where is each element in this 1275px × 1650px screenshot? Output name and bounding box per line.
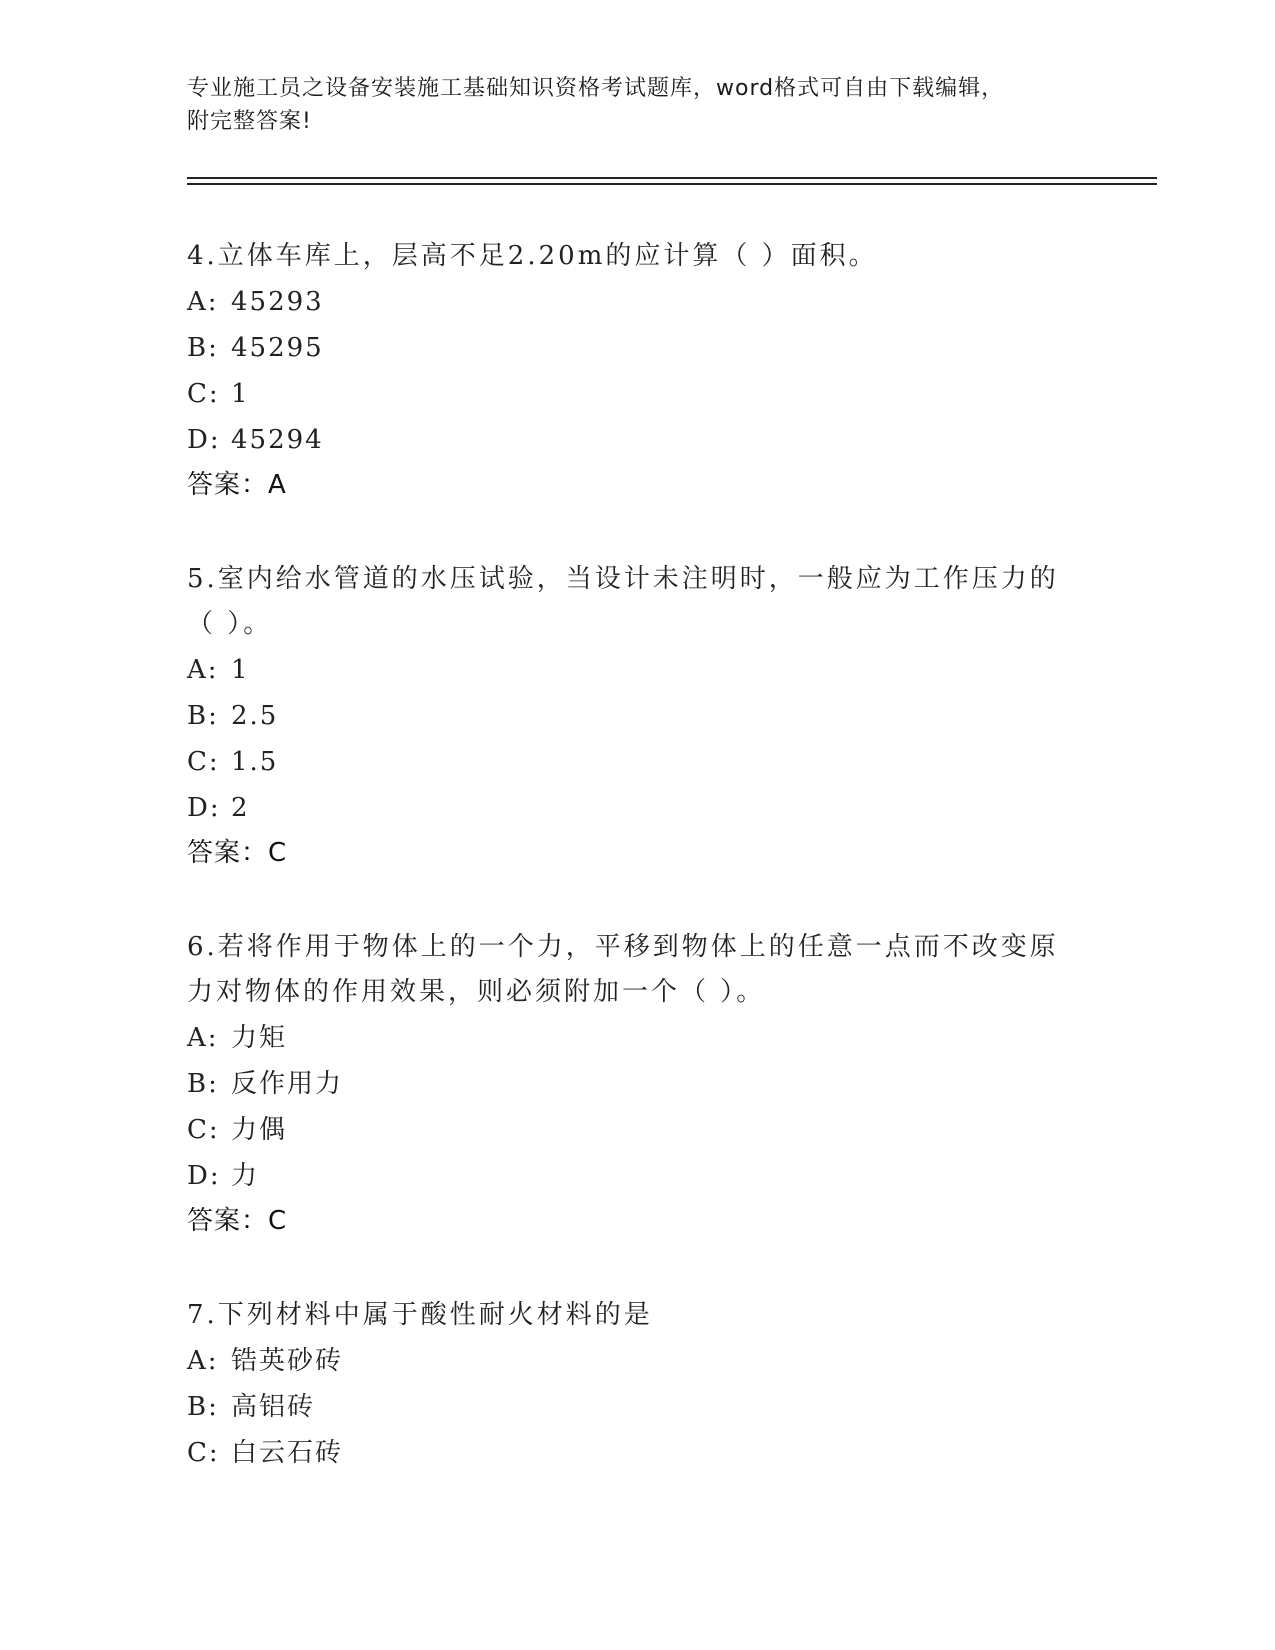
- option-text: 高铝砖: [231, 1392, 316, 1422]
- header-rule-top: [187, 177, 1157, 179]
- option-letter: B:: [187, 1392, 219, 1422]
- option-d: [187, 785, 1067, 831]
- document-header: [187, 72, 1067, 138]
- option-a: [187, 1338, 1067, 1384]
- question-6: [187, 925, 1067, 1243]
- option-text: 45294: [231, 425, 324, 455]
- option-c: [187, 1430, 1067, 1476]
- option-b: [187, 1061, 1067, 1107]
- option-b: [187, 325, 1067, 371]
- option-letter: C:: [187, 747, 220, 777]
- option-c: [187, 1107, 1067, 1153]
- option-text: 反作用力: [231, 1069, 344, 1099]
- option-letter: A:: [187, 655, 219, 685]
- option-letter: B:: [187, 1069, 219, 1099]
- option-b: [187, 1384, 1067, 1430]
- option-a: [187, 279, 1067, 325]
- option-letter: D:: [187, 793, 221, 823]
- option-letter: A:: [187, 1023, 219, 1053]
- option-text: 力: [231, 1161, 260, 1191]
- option-text: 2.5: [231, 701, 279, 731]
- question-7: [187, 1293, 1067, 1476]
- header-line-2: 附完整答案!: [187, 109, 312, 134]
- option-letter: C:: [187, 1115, 220, 1145]
- option-c: [187, 739, 1067, 785]
- option-text: 45295: [231, 333, 324, 363]
- question-5: [187, 557, 1067, 875]
- header-rule-bottom: [187, 183, 1157, 185]
- option-text: 45293: [231, 287, 324, 317]
- question-text: 6.若将作用于物体上的一个力，平移到物体上的任意一点而不改变原力对物体的作用效果，则必须附加一个（ ）。: [187, 932, 1059, 1007]
- option-a: [187, 1015, 1067, 1061]
- option-letter: D:: [187, 425, 221, 455]
- option-text: 1: [231, 379, 250, 409]
- option-text: 1.5: [231, 747, 279, 777]
- option-text: 力偶: [231, 1115, 288, 1145]
- option-text: 2: [231, 793, 250, 823]
- option-text: 力矩: [231, 1023, 288, 1053]
- question-text: 5.室内给水管道的水压试验，当设计未注明时，一般应为工作压力的（ ）。: [187, 564, 1059, 639]
- question-list: [187, 234, 1067, 1526]
- option-text: 锆英砂砖: [231, 1346, 344, 1376]
- option-letter: A:: [187, 287, 219, 317]
- answer-line: 答案：C: [187, 838, 288, 868]
- option-letter: B:: [187, 333, 219, 363]
- answer-line: 答案：C: [187, 1206, 288, 1236]
- question-text: 7.下列材料中属于酸性耐火材料的是: [187, 1300, 653, 1330]
- header-line-1: 专业施工员之设备安装施工基础知识资格考试题库，word格式可自由下载编辑，: [187, 76, 1005, 101]
- option-b: [187, 693, 1067, 739]
- option-letter: A:: [187, 1346, 219, 1376]
- option-letter: B:: [187, 701, 219, 731]
- option-c: [187, 371, 1067, 417]
- option-a: [187, 647, 1067, 693]
- option-d: [187, 417, 1067, 463]
- option-letter: C:: [187, 1438, 220, 1468]
- option-text: 白云石砖: [231, 1438, 344, 1468]
- answer-line: 答案：A: [187, 470, 287, 500]
- question-4: [187, 234, 1067, 507]
- question-text: 4.立体车库上，层高不足2.20m的应计算（ ）面积。: [187, 241, 878, 271]
- option-letter: C:: [187, 379, 220, 409]
- option-d: [187, 1153, 1067, 1199]
- option-letter: D:: [187, 1161, 221, 1191]
- option-text: 1: [231, 655, 250, 685]
